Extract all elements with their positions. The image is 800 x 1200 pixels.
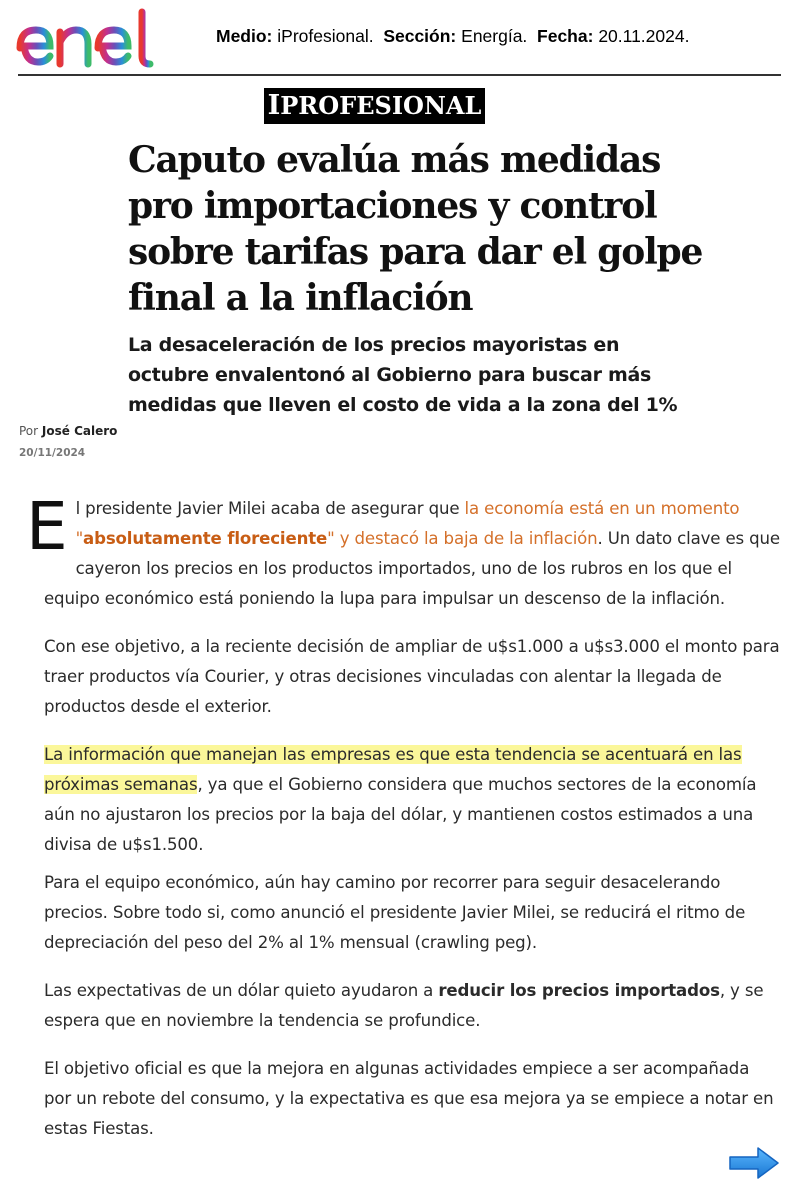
drop-cap: E: [26, 488, 68, 565]
paragraph-4: Para el equipo económico, aún hay camino por recorrer para seguir desacelerando precios. Sobre todo si, como anunció el presidente Javier Milei, se reducirá el ritmo de depreciación del peso del 2% al 1% mensual (crawling peg).: [44, 873, 746, 952]
article-subhead: La desaceleración de los precios mayoristas en octubre envalentonó al Gobierno para buscar más medidas que lleven el costo de vida a la zona del 1%: [128, 334, 678, 416]
fecha-value: 20.11.2024.: [598, 26, 690, 46]
seccion-label: Sección:: [383, 26, 457, 46]
article-body: [26, 488, 780, 1144]
article-headline: Caputo evalúa más medidas pro importaciones y control sobre tarifas para dar el golpe final a la inflación: [128, 139, 703, 319]
iprofesional-masthead: IPROFESIONAL: [264, 88, 485, 124]
header-divider: [18, 74, 781, 76]
paragraph-2: Con ese objetivo, a la reciente decisión de ampliar de u$s1.000 a u$s3.000 el monto para traer productos vía Courier, y otras decisiones vinculadas con alentar la llegada de productos desde el exterior.: [44, 637, 780, 716]
seccion-value: Energía.: [461, 26, 528, 46]
highlighted-text: La información que manejan las empresas es que esta tendencia se acentuará en las próximas semanas: [44, 745, 742, 794]
medio-label: Medio:: [216, 26, 273, 46]
paragraph-3: La información que manejan las empresas es que esta tendencia se acentuará en las próximas semanas, ya que el Gobierno considera que muchos sectores de la economía aún no ajustaron los precios por la baja del dólar, y mantienen costos estimados a una divisa de u$s1.500.: [44, 745, 757, 854]
article-date: 20/11/2024: [19, 447, 86, 459]
bold-phrase: reducir los precios importados: [438, 981, 720, 1000]
paragraph-5: Las expectativas de un dólar quieto ayudaron a reducir los precios importados, y se espera que en noviembre la tendencia se profundice.: [44, 981, 764, 1030]
clipping-header: [0, 0, 800, 76]
enel-logo: [16, 8, 180, 70]
economy-link[interactable]: la economía está en un momento "absolutamente floreciente" y destacó la baja de la inflación: [75, 499, 740, 548]
arrow-right-icon[interactable]: [728, 1146, 780, 1180]
paragraph-6: El objetivo oficial es que la mejora en algunas actividades empiece a ser acompañada por un rebote del consumo, y la expectativa es que esa mejora ya se empiece a notar en estas Fiestas.: [44, 1059, 774, 1138]
paragraph-1: El presidente Javier Milei acaba de asegurar que la economía está en un momento "absolutamente floreciente" y destacó la baja de la inflación. Un dato clave es que cayeron los precios en los productos importados, uno de los rubros en los que el equipo económico está poniendo la lupa para impulsar un descenso de la inflación.: [26, 488, 780, 608]
fecha-label: Fecha:: [537, 26, 594, 46]
author-name[interactable]: José Calero: [41, 424, 118, 438]
byline: Por José Calero: [19, 424, 118, 438]
clipping-meta: [216, 26, 689, 47]
medio-value: iProfesional.: [277, 26, 374, 46]
